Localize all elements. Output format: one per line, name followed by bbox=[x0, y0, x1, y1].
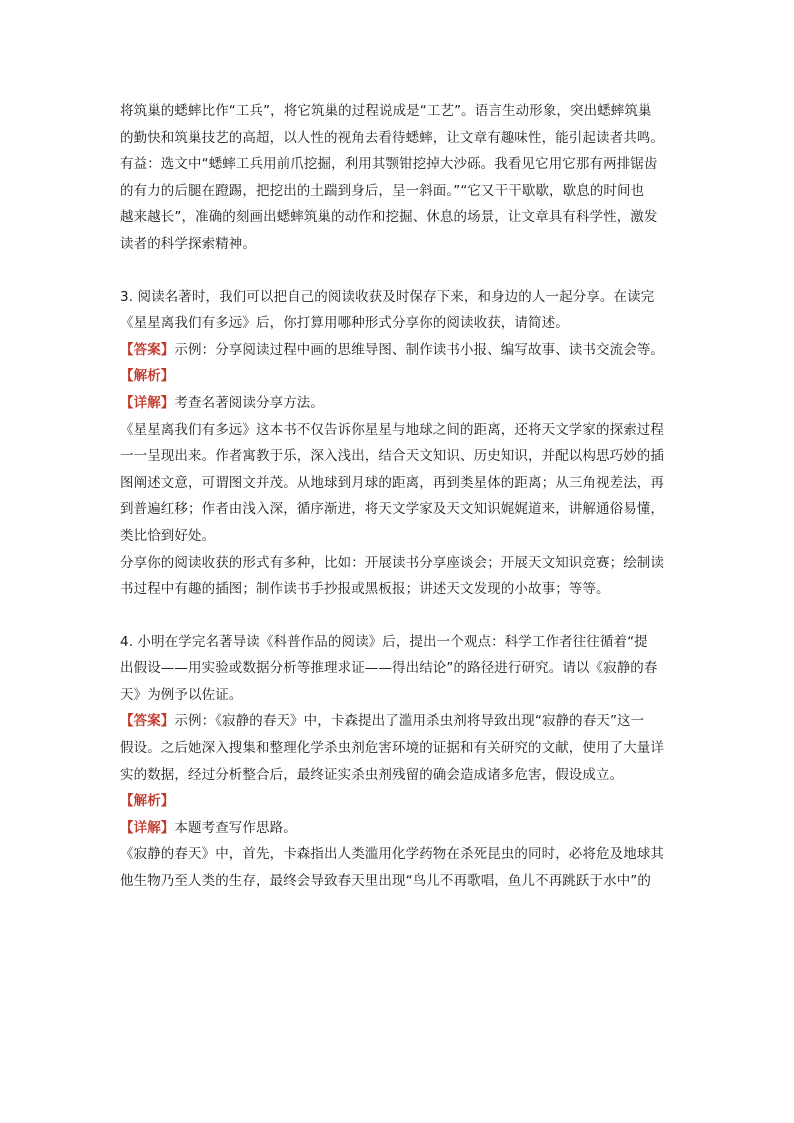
paragraph-gap bbox=[120, 258, 680, 284]
text-line: 实的数据，经过分析整合后，最终证实杀虫剂残留的确会造成诸多危害，假设成立。 bbox=[120, 766, 624, 783]
answer-line bbox=[120, 337, 680, 364]
text-line: 将筑巢的蟋蟀比作“工兵”，将它筑巢的过程说成是“工艺”。语言生动形象，突出蟋蟀筑巢 bbox=[120, 103, 652, 119]
detail-line bbox=[120, 815, 680, 842]
answer-text: 示例：《寂静的春天》中，卡森提出了滥用杀虫剂将导致出现“寂静的春天”这一 bbox=[174, 713, 645, 730]
answer-tag: 【答案】 bbox=[120, 341, 175, 358]
text-line: 有益：选文中“蟋蟀工兵用前爪挖掘，利用其颚钳挖掉大沙砾。我看见它用它那有两排锯齿 bbox=[120, 156, 658, 173]
answer-line bbox=[120, 708, 680, 735]
question-text: 天》为例予以佐证。 bbox=[120, 686, 243, 703]
question-text: 出假设——用实验或数据分析等推理求证——得出结论”的路径进行研究。请以《寂静的春 bbox=[120, 660, 658, 677]
paragraph-section-1 bbox=[120, 98, 680, 258]
text-line: 他生物乃至人类的生存，最终会导致春天里出现“鸟儿不再歌唱，鱼儿不再跳跃于水中”的 bbox=[120, 873, 651, 890]
text-line: 读者的科学探索精神。 bbox=[120, 235, 256, 252]
text-line: 假设。之后她深入搜集和整理化学杀虫剂危害环境的证据和有关研究的文献，使用了大量详 bbox=[120, 740, 664, 757]
question-text: 3. 阅读名著时，我们可以把自己的阅读收获及时保存下来，和身边的人一起分享。在读完 bbox=[120, 288, 655, 305]
detail-tag: 【详解】 bbox=[120, 394, 175, 411]
text-line: 类比恰到好处。 bbox=[120, 527, 216, 544]
text-line: 的有力的后腿在蹬踢，把挖出的土踹到身后，呈一斜面。”“它又干干歇歇，歇息的时间也 bbox=[120, 182, 645, 199]
text-line: 《寂静的春天》中，首先，卡森指出人类滥用化学药物在杀死昆虫的同时，必将危及地球其 bbox=[120, 846, 664, 863]
answer-text: 示例：分享阅读过程中画的思维导图、制作读书小报、编写故事、读书交流会等。 bbox=[174, 341, 665, 358]
text-line: 一一呈现出来。作者寓教于乐，深入浅出，结合天文知识、历史知识，并配以构思巧妙的插 bbox=[120, 448, 664, 465]
document-page bbox=[120, 98, 680, 895]
text-line: 书过程中有趣的插图；制作读书手抄报或黑板报；讲述天文发现的小故事；等等。 bbox=[120, 581, 610, 598]
text-line: 分享你的阅读收获的形式有多种，比如：开展读书分享座谈会；开展天文知识竞赛；绘制读 bbox=[120, 554, 664, 571]
detail-text: 本题考查写作思路。 bbox=[174, 819, 297, 836]
detail-tag: 【详解】 bbox=[120, 819, 175, 836]
analysis-tag: 【解析】 bbox=[120, 368, 175, 385]
analysis-line bbox=[120, 363, 680, 390]
text-line: 《星星离我们有多远》这本书不仅告诉你星星与地球之间的距离，还将天文学家的探索过程 bbox=[120, 421, 664, 438]
paragraph-gap bbox=[120, 603, 680, 629]
text-line: 到普遍红移；作者由浅入深，循序渐进，将天文学家及天文知识娓娓道来，讲解通俗易懂， bbox=[120, 501, 664, 518]
question-3 bbox=[120, 284, 680, 603]
detail-line bbox=[120, 390, 680, 417]
question-4 bbox=[120, 629, 680, 895]
text-line: 图阐述文意，可谓图文并茂。从地球到月球的距离，再到类星体的距离；从三角视差法，再 bbox=[120, 474, 664, 491]
answer-tag: 【答案】 bbox=[120, 713, 175, 730]
text-line: 越来越长”，准确的刻画出蟋蟀筑巢的动作和挖掘、休息的场景，让文章具有科学性，激发 bbox=[120, 209, 658, 226]
question-text: 4. 小明在学完名著导读《科普作品的阅读》后，提出一个观点：科学工作者往往循着“提 bbox=[120, 633, 648, 650]
text-line: 的勤快和筑巢技艺的高超，以人性的视角去看待蟋蟀，让文章有趣味性，能引起读者共鸣。 bbox=[120, 129, 664, 146]
detail-text: 考查名著阅读分享方法。 bbox=[174, 394, 325, 411]
question-text: 《星星离我们有多远》后，你打算用哪种形式分享你的阅读收获，请简述。 bbox=[120, 315, 569, 332]
analysis-line bbox=[120, 788, 680, 815]
analysis-tag: 【解析】 bbox=[120, 793, 175, 810]
